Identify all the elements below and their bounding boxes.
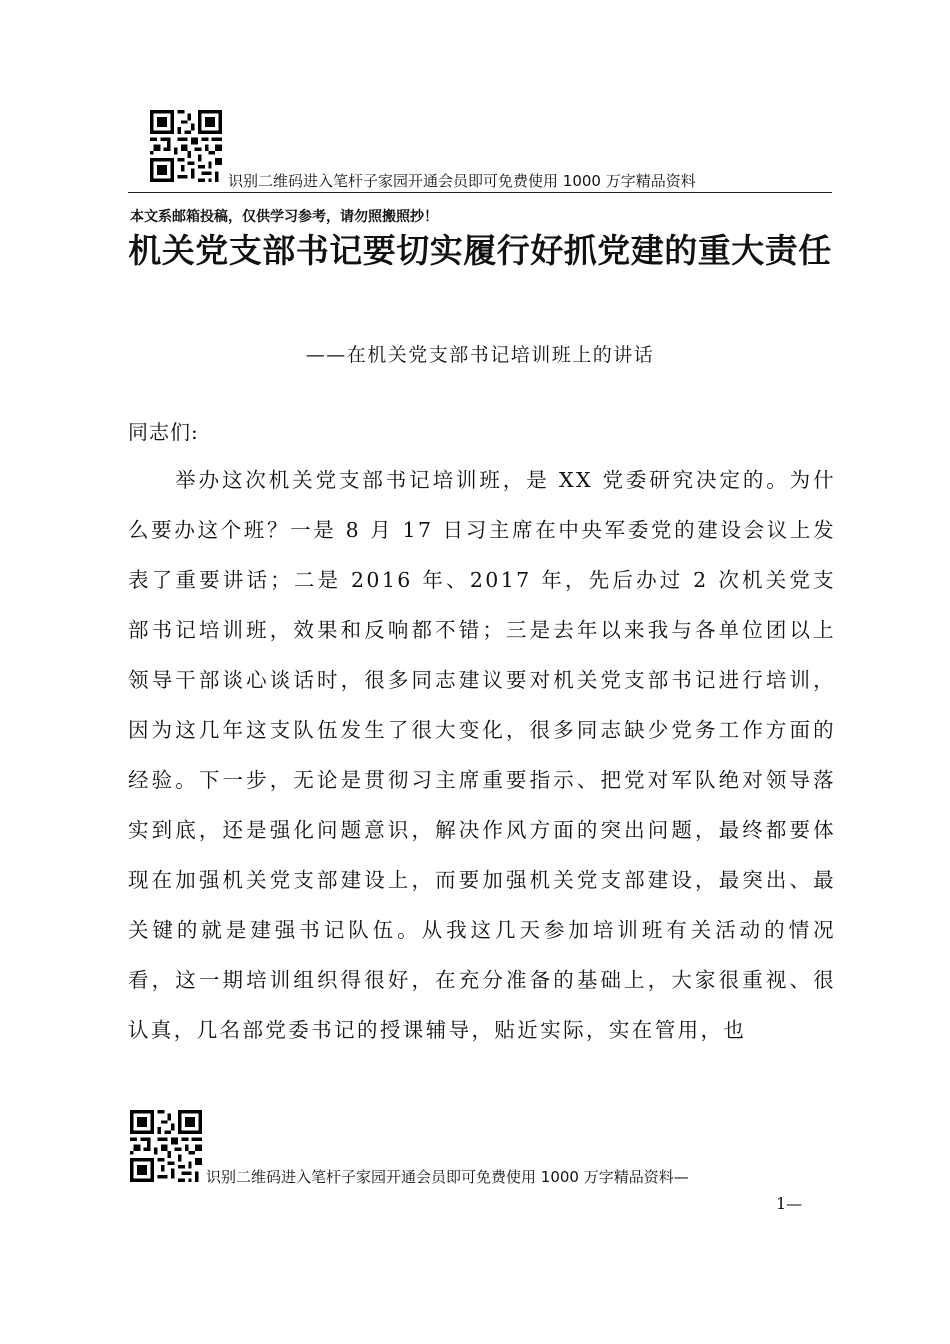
submission-notice: 本文系邮箱投稿，仅供学习参考，请勿照搬照抄！: [130, 209, 438, 225]
document-title: 机关党支部书记要切实履行好抓党建的重大责任: [128, 231, 832, 270]
qr-code-icon: [150, 110, 222, 182]
footer-promo-text: 识别二维码进入笔杆子家园开通会员即可免费使用 1000 万字精品资料—: [206, 1168, 689, 1186]
qr-code-header[interactable]: [150, 110, 222, 182]
body-paragraph: 举办这次机关党支部书记培训班，是 XX 党委研究决定的。为什么要办这个班？一是 8 月 17 日习主席在中央军委党的建设会议上发表了重要讲话；二是 2016 年、2017 年，先后办过 2 次机关党支部书记培训班，效果和反响都不错；三是去年以来我与各单位团以上领导干部谈心谈话时，很多同志建议要对机关党支部书记进行培训，因为这几年这支队伍发生了很大变化，很多同志缺少党务工作方面的经验。下一步，无论是贯彻习主席重要指示、把党对军队绝对领导落实到底，还是强化问题意识，解决作风方面的突出问题，最终都要体现在加强机关党支部建设上，而要加强机关党支部建设，最突出、最关键的就是建强书记队伍。从我这几天参加培训班有关活动的情况看，这一期培训组织得很好，在充分准备的基础上，大家很重视、很认真，几名部党委书记的授课辅导，贴近实际，实在管用，也: [128, 468, 836, 1042]
header-divider: [128, 192, 832, 193]
page-number: 1—: [776, 1194, 803, 1213]
salutation: 同志们:: [128, 420, 199, 444]
document-subtitle: ——在机关党支部书记培训班上的讲话: [305, 344, 655, 366]
qr-code-footer[interactable]: [130, 1110, 202, 1182]
header-promo-text: 识别二维码进入笔杆子家园开通会员即可免费使用 1000 万字精品资料: [228, 172, 696, 190]
qr-code-icon: [130, 1110, 202, 1182]
